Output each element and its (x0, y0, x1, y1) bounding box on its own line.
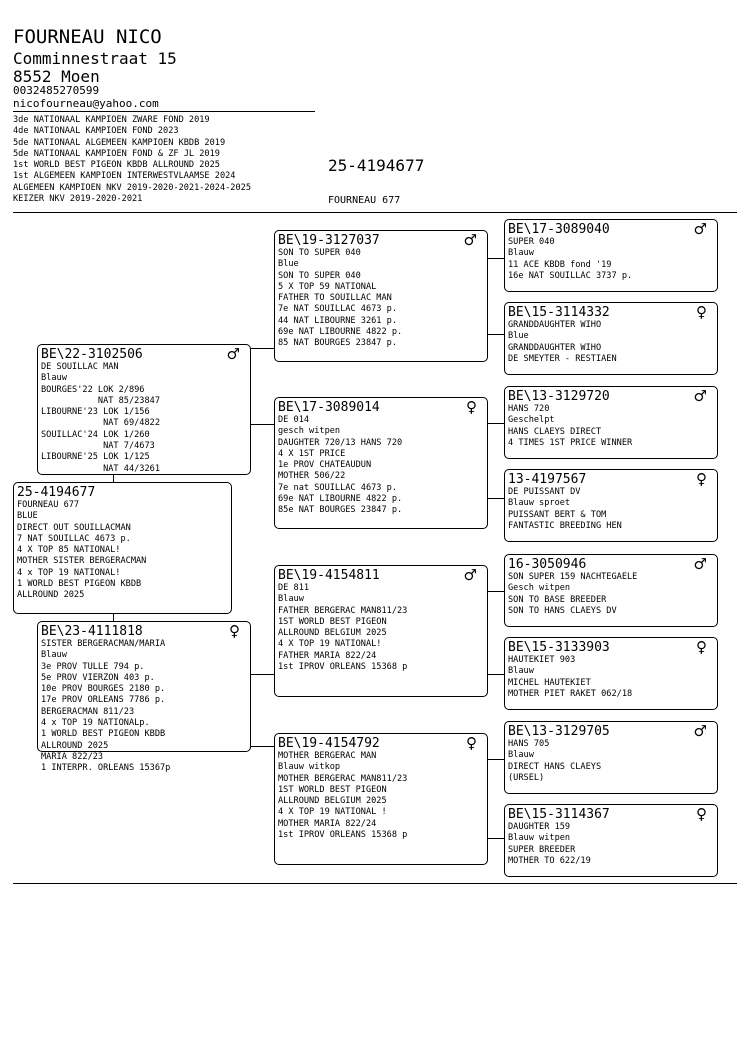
male-icon: ♂ (693, 555, 707, 573)
header-pigeon-name: FOURNEAU 677 (328, 195, 401, 206)
ring-number: BE\15-3114332 (508, 305, 610, 320)
ring-number: 13-4197567 (508, 472, 587, 487)
ring-number: BE\15-3114367 (508, 807, 610, 822)
ring-number: 25-4194677 (17, 485, 96, 500)
female-icon: ♀ (466, 398, 477, 416)
pigeon-card-ss-dam[interactable] (504, 302, 718, 375)
ring-number: BE\22-3102506 (41, 347, 143, 362)
male-icon: ♂ (226, 345, 240, 363)
pigeon-card-dam-dam[interactable] (274, 733, 488, 865)
pigeon-card-sire[interactable] (37, 344, 251, 475)
pigeon-card-dd-dam[interactable] (504, 804, 718, 877)
connector (250, 348, 275, 349)
owner-email[interactable]: nicofourneau@yahoo.com (13, 97, 159, 110)
owner-street: Comminnestraat 15 (13, 49, 177, 68)
pigeon-card-dam-sire[interactable] (274, 565, 488, 697)
title-line: 5de NATIONAAL ALGEMEEN KAMPIOEN KBDB 2019 (13, 137, 226, 148)
pigeon-details: DE 811 Blauw FATHER BERGERAC MAN811/23 1ST WORLD BEST PIGEON ALLROUND BELGIUM 2025 4 X TOP 19 NATIONAL! FATHER MARIA 822/24 1st IPROV ORLEANS 15368 p (278, 583, 408, 673)
title-line: 1st WORLD BEST PIGEON KBDB ALLROUND 2025 (13, 160, 220, 171)
connector (250, 424, 275, 425)
ring-number: BE\13-3129705 (508, 724, 610, 739)
ring-number: BE\19-4154792 (278, 736, 380, 751)
pigeon-card-dd-sire[interactable] (504, 721, 718, 794)
female-icon: ♀ (696, 470, 707, 488)
title-line: KEIZER NKV 2019-2020-2021 (13, 194, 143, 205)
connector (488, 838, 504, 839)
header-divider-short (13, 111, 315, 112)
ring-number: BE\19-4154811 (278, 568, 380, 583)
pigeon-details: DE 014 gesch witpen DAUGHTER 720/13 HANS 720 4 X 1ST PRICE 1e PROV CHATEAUDUN MOTHER 506/22 7e nat SOUILLAC 4673 p. 69e NAT LIBOURNE 4822 p. 85e NAT BOURGES 23847 p. (278, 415, 403, 516)
ring-number: BE\19-3127037 (278, 233, 380, 248)
pigeon-card-sd-sire[interactable] (504, 386, 718, 459)
pigeon-details: DE SOUILLAC MAN Blauw BOURGES'22 LOK 2/896 NAT 85/23847 LIBOURNE'23 LOK 1/156 NAT 69/4822 SOUILLAC'24 LOK 1/260 NAT 7/4673 LIBOURNE'25 LOK 1/125 NAT 44/3261 (41, 362, 160, 474)
pigeon-details: SUPER 040 Blauw 11 ACE KBDB fond '19 16e NAT SOUILLAC 3737 p. (508, 237, 633, 281)
ring-number: BE\15-3133903 (508, 640, 610, 655)
female-icon: ♀ (696, 638, 707, 656)
title-line: ALGEMEEN KAMPIOEN NKV 2019-2020-2021-2024-2025 (13, 182, 251, 193)
ring-number: BE\23-4111818 (41, 624, 143, 639)
pigeon-details: GRANDDAUGHTER WIHO Blue GRANDDAUGHTER WIHO DE SMEYTER - RESTIAEN (508, 320, 617, 364)
male-icon: ♂ (693, 220, 707, 238)
female-icon: ♀ (696, 805, 707, 823)
female-icon: ♀ (229, 622, 240, 640)
pigeon-card-ss-sire[interactable] (504, 219, 718, 292)
pigeon-card-ds-sire[interactable] (504, 554, 718, 627)
header-pigeon-ring: 25-4194677 (328, 156, 425, 175)
connector (488, 591, 504, 592)
female-icon: ♀ (696, 303, 707, 321)
ring-number: BE\13-3129720 (508, 389, 610, 404)
male-icon: ♂ (693, 722, 707, 740)
pigeon-details: FOURNEAU 677 BLUE DIRECT OUT SOUILLACMAN 7 NAT SOUILLAC 4673 p. 4 X TOP 85 NATIONAL! MOTHER SISTER BERGERACMAN 4 x TOP 19 NATIONAL! 1 WORLD BEST PIGEON KBDB ALLROUND 2025 (17, 500, 147, 601)
pigeon-details: DE PUISSANT DV Blauw sproet PUISSANT BERT & TOM FANTASTIC BREEDING HEN (508, 487, 622, 531)
pigeon-card-sd-dam[interactable] (504, 469, 718, 542)
ring-number: BE\17-3089040 (508, 222, 610, 237)
owner-name: FOURNEAU NICO (13, 26, 162, 48)
male-icon: ♂ (463, 566, 477, 584)
pigeon-details: SON SUPER 159 NACHTEGAELE Gesch witpen SON TO BASE BREEDER SON TO HANS CLAEYS DV (508, 572, 638, 616)
pigeon-card-sire-dam[interactable] (274, 397, 488, 529)
male-icon: ♂ (463, 231, 477, 249)
title-line: 4de NATIONAAL KAMPIOEN FOND 2023 (13, 126, 179, 137)
owner-city: 8552 Moen (13, 67, 100, 86)
title-line: 3de NATIONAAL KAMPIOEN ZWARE FOND 2019 (13, 115, 210, 125)
title-line: 1st ALGEMEEN KAMPIOEN INTERWESTVLAAMSE 2024 (13, 171, 236, 182)
footer-divider (13, 883, 737, 884)
pigeon-details: HAUTEKIET 903 Blauw MICHEL HAUTEKIET MOTHER PIET RAKET 062/18 (508, 655, 633, 699)
pigeon-details: SON TO SUPER 040 Blue SON TO SUPER 040 5 X TOP 59 NATIONAL FATHER TO SOUILLAC MAN 7e NAT SOUILLAC 4673 p. 44 NAT LIBOURNE 3261 p. 69e NAT LIBOURNE 4822 p. 85 NAT BOURGES 23847 p. (278, 248, 403, 349)
male-icon: ♂ (693, 387, 707, 405)
pigeon-card-subject[interactable] (13, 482, 232, 614)
connector (488, 759, 504, 760)
connector (488, 334, 504, 335)
ring-number: BE\17-3089014 (278, 400, 380, 415)
connector (488, 258, 504, 259)
owner-phone: 0032485270599 (13, 84, 100, 97)
pigeon-card-dam[interactable] (37, 621, 251, 774)
pigeon-details: DAUGHTER 159 Blauw witpen SUPER BREEDER MOTHER TO 622/19 (508, 822, 591, 866)
title-line: 5de NATIONAAL KAMPIOEN FOND & ZF JL 2019 (13, 148, 220, 159)
header-divider (13, 212, 737, 213)
connector (250, 746, 275, 747)
pigeon-card-ds-dam[interactable] (504, 637, 718, 710)
pigeon-details: SISTER BERGERACMAN/MARIA Blauw 3e PROV TULLE 794 p. 5e PROV VIERZON 403 p. 10e PROV BOURGES 2180 p. 17e PROV ORLEANS 7786 p. BERGERACMAN 811/23 4 x TOP 19 NATIONALp. 1 WORLD BEST PIGEON KBDB ALLROUND 2025 MARIA 822/23 1 INTERPR. ORLEANS 15367p (41, 639, 171, 774)
connector (488, 423, 504, 424)
connector (488, 498, 504, 499)
pigeon-card-sire-sire[interactable] (274, 230, 488, 362)
pigeon-details: HANS 705 Blauw DIRECT HANS CLAEYS (URSEL) (508, 739, 602, 783)
connector (488, 674, 504, 675)
pigeon-details: HANS 720 Geschelpt HANS CLAEYS DIRECT 4 TIMES 1ST PRICE WINNER (508, 404, 633, 448)
connector (250, 674, 275, 675)
ring-number: 16-3050946 (508, 557, 587, 572)
pigeon-details: MOTHER BERGERAC MAN Blauw witkop MOTHER BERGERAC MAN811/23 1ST WORLD BEST PIGEON ALLROUND BELGIUM 2025 4 X TOP 19 NATIONAL ! MOTHER MARIA 822/24 1st IPROV ORLEANS 15368 p (278, 751, 408, 841)
female-icon: ♀ (466, 734, 477, 752)
owner-titles (13, 115, 251, 205)
